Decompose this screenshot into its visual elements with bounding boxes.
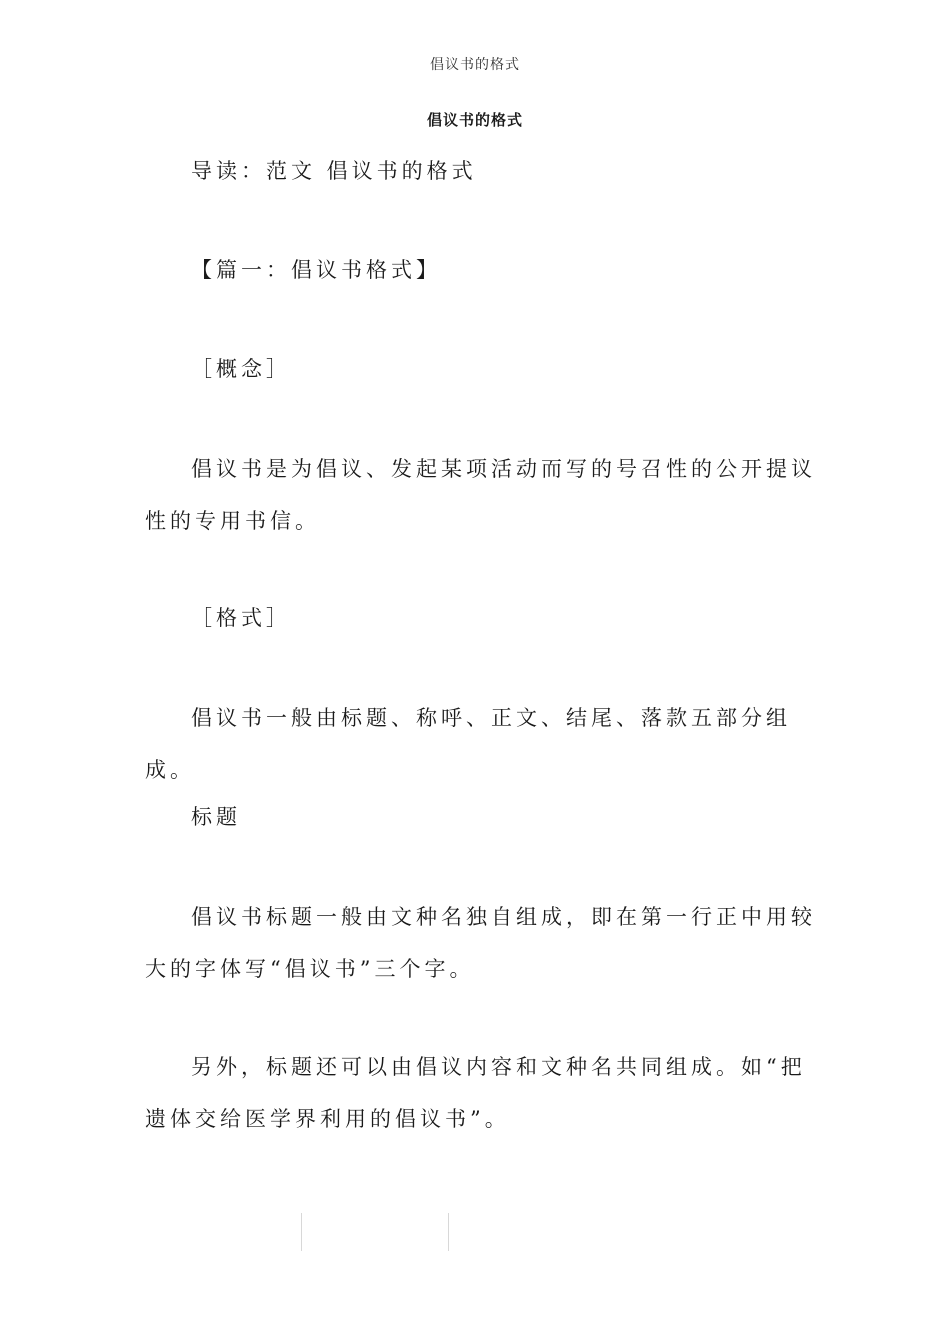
subheading-title: 标题 <box>191 805 241 829</box>
document-title: 倡议书的格式 <box>426 111 523 129</box>
intro-paragraph: 导读：范文 倡议书的格式 <box>191 159 477 183</box>
section-heading: 【篇一：倡议书格式】 <box>191 258 441 282</box>
subheading-concept: ［概念］ <box>191 357 291 381</box>
subheading-format: ［格式］ <box>191 606 291 630</box>
footer-divider-lines <box>301 1213 449 1251</box>
title-paragraph: 倡议书标题一般由文种名独自组成，即在第一行正中用较大的字体写“倡议书”三个字。 <box>145 905 816 981</box>
concept-paragraph: 倡议书是为倡议、发起某项活动而写的号召性的公开提议性的专用书信。 <box>145 457 816 533</box>
title-extra-paragraph: 另外，标题还可以由倡议内容和文种名共同组成。如“把遗体交给医学界利用的倡议书”。 <box>145 1055 806 1131</box>
format-paragraph: 倡议书一般由标题、称呼、正文、结尾、落款五部分组成。 <box>145 706 791 782</box>
running-header: 倡议书的格式 <box>430 57 520 73</box>
